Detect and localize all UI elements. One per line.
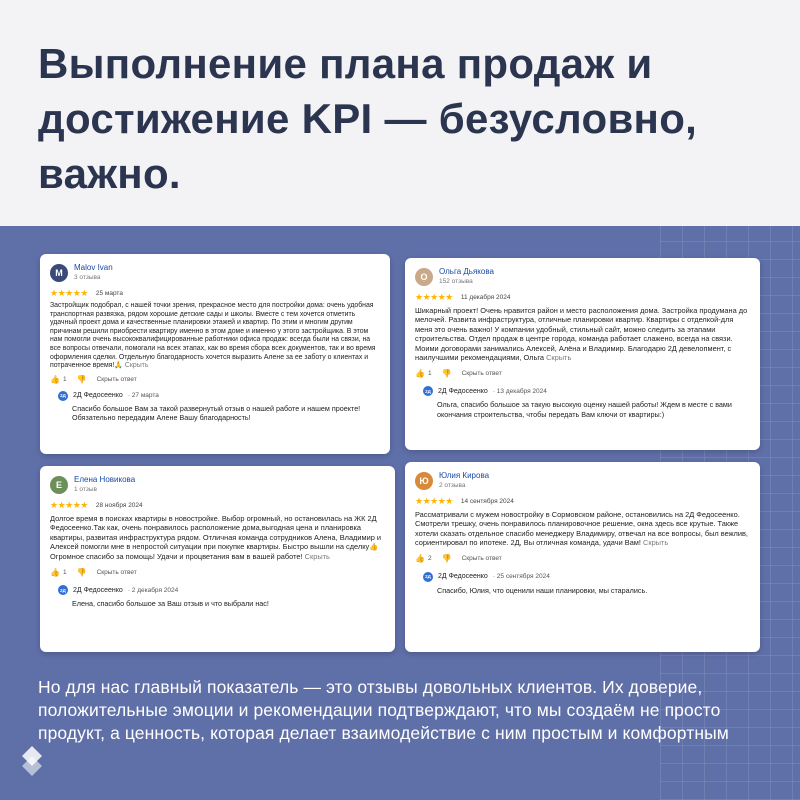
like-button[interactable] [50,375,67,384]
company-logo-icon: 2Д [423,572,433,582]
thumbs-up-icon: 👍 [50,375,60,385]
dislike-button[interactable] [77,568,87,577]
collapse-link[interactable]: Скрыть [304,551,330,561]
rating-stars: ★★★★★ [50,500,88,510]
reply-text: Спасибо, Юлия, что оценили наши планировки, мы старались. [437,585,648,595]
dislike-button[interactable] [442,554,452,563]
like-count: 1 [62,376,67,384]
avatar[interactable]: Е [50,476,68,494]
hide-reply-link[interactable]: Скрыть ответ [461,369,502,377]
review-count: 3 отзыва [74,274,101,281]
review-count: 152 отзыва [439,278,473,285]
review-date: 25 марта [95,289,123,297]
reply-date: · 25 сентября 2024 [492,573,550,581]
review-text [415,510,750,548]
reply-date: · 27 марта [127,392,159,400]
reply-date: · 13 декабря 2024 [492,387,547,395]
dislike-button[interactable] [77,375,87,384]
like-count: 1 [427,369,432,377]
thumbs-down-icon: 👎 [441,368,452,378]
avatar[interactable]: Ю [415,472,433,490]
reply-author: 2Д Федосеенко [438,573,488,581]
headline: Выполнение плана продаж и достижение KPI — безусловно, важно. [38,40,698,197]
thumbs-down-icon: 👎 [76,567,87,577]
review-body: Рассматривали с мужем новостройку в Сормовском районе, остановились на 2Д Федосеенко. Смотрели трешку, очень понравилось планировочное решение, окна здесь все крутые. Также хотели сказать отдельное спасибо менеджеру Владимиру, отвечал на все вопросы, был вежлив, сориентировал по ипотеке. 2Д, Вы отличная команда, удачи Вам! [415,510,748,548]
review-body: Долгое время в поисках квартиры в новостройке. Выбор огромный, но остановилась на ЖК 2Д Федосеенко.Так как, очень понравилось расположение дома,выгодная цена и планировка квартиры, развитая инфраструктура рядом. Отличная команда сотрудников Алена, Владимир и Алексей помогли мне в непростой ситуации при покупке квартиры. Быстро вышли на сделку👍Огромное спасибо за помощь! Удачи и процветания вам в вашей работе! [50,514,381,561]
company-logo-icon: 2Д [58,585,68,595]
hide-reply-link[interactable]: Скрыть ответ [461,555,502,563]
reply-author: 2Д Федосеенко [73,586,123,594]
review-count: 2 отзыва [439,482,466,489]
dislike-button[interactable] [442,369,452,378]
reply-text: Спасибо большое Вам за такой развернутый отзыв о нашей работе и нашем проекте! Обязательно передадим Алене Вашу благодарность! [72,403,361,423]
review-card-1 [40,254,390,454]
like-button[interactable] [415,554,432,563]
review-text [415,306,750,362]
like-count: 2 [427,555,432,563]
company-logo-icon: 2Д [58,391,68,401]
reply-date: · 2 декабря 2024 [127,586,179,594]
review-card-2 [405,258,760,450]
collapse-link[interactable]: Скрыть [546,353,572,363]
review-text [50,302,380,371]
brand-logo-icon [18,744,46,778]
thumbs-down-icon: 👎 [76,375,87,385]
review-card-3 [40,466,395,652]
collapse-link[interactable]: Скрыть [124,362,149,370]
rating-stars: ★★★★★ [415,496,453,506]
reply-text: Ольга, спасибо большое за такую высокую оценку нашей работы! Ждем в месте с вами окончания строительства, чтобы передать Вам ключи от квартиры:) [437,400,732,420]
review-text [50,514,385,561]
rating-stars: ★★★★★ [50,288,88,298]
like-button[interactable] [415,369,432,378]
reviewer-name[interactable]: Юлия Кирова [439,471,490,480]
rating-stars: ★★★★★ [415,292,453,302]
thumbs-up-icon: 👍 [50,567,60,577]
company-logo-icon: 2Д [423,386,433,396]
review-date: 14 сентября 2024 [460,497,514,505]
like-count: 1 [62,568,67,576]
reviewer-name[interactable]: Ольга Дьякова [439,267,494,276]
reply-author: 2Д Федосеенко [73,392,123,400]
reviewer-name[interactable]: Malov Ivan [74,263,113,272]
review-date: 11 декабря 2024 [460,293,511,301]
review-date: 28 ноября 2024 [95,501,143,509]
review-body: Застройщик подобрал, с нашей точки зрения, прекрасное место для постройки дома: очень удобная транспортная развязка, рядом хорошие детские сады и школы. Вместе с тем хочется отметить удачный проект дома и качественные планировки этажей и квартир. По этим и многим другим причинам решили приобрести квартиру именно в этом доме и именно у этого застройщика. В этом нам помогли очень высококвалифицированные работники офиса продаж: всегда были на связи, на все вопросы отвечали, помогали на всех этапах, как во время сбора всех документов, так и во время оформления сделки. Отдельную благодарность хочется выразить Алене за ее заботу о клиентах и потраченное время!🙏 [50,302,376,370]
hide-reply-link[interactable]: Скрыть ответ [96,376,137,384]
review-card-4 [405,462,760,652]
avatar[interactable]: О [415,268,433,286]
header-panel [0,0,800,226]
review-count: 1 отзыв [74,486,97,493]
thumbs-up-icon: 👍 [415,368,425,378]
reviewer-name[interactable]: Елена Новикова [74,475,136,484]
thumbs-up-icon: 👍 [415,554,425,564]
reply-text: Елена, спасибо большое за Ваш отзыв и что выбрали нас! [72,599,269,609]
review-body: Шикарный проект! Очень нравится район и место расположения дома. Застройка продумана до мелочей. Развита инфраструктура, отличные планировки квартир. Квартиры с отделкой-для меня это очень важно! У компании удобный, стильный сайт, можно следить за этапами строительства. Отдел продаж в центре города, команда работает слажено, всегда на связи. Моими договорами занимались Алексей, Алёна и Владимир. Благодарю 2Д девелопмент, с наилучшими рекомендациями, Ольга [415,306,748,363]
collapse-link[interactable]: Скрыть [643,538,669,548]
hide-reply-link[interactable]: Скрыть ответ [96,568,137,576]
footer-text: Но для нас главный показатель — это отзывы довольных клиентов. Их доверие, положительные эмоции и рекомендации подтверждают, что мы создаём не просто продукт, а ценность, которая делает взаимодействие с ним простым и комфортным [38,677,729,743]
thumbs-down-icon: 👎 [441,554,452,564]
reply-author: 2Д Федосеенко [438,387,488,395]
like-button[interactable] [50,568,67,577]
avatar[interactable]: M [50,264,68,282]
